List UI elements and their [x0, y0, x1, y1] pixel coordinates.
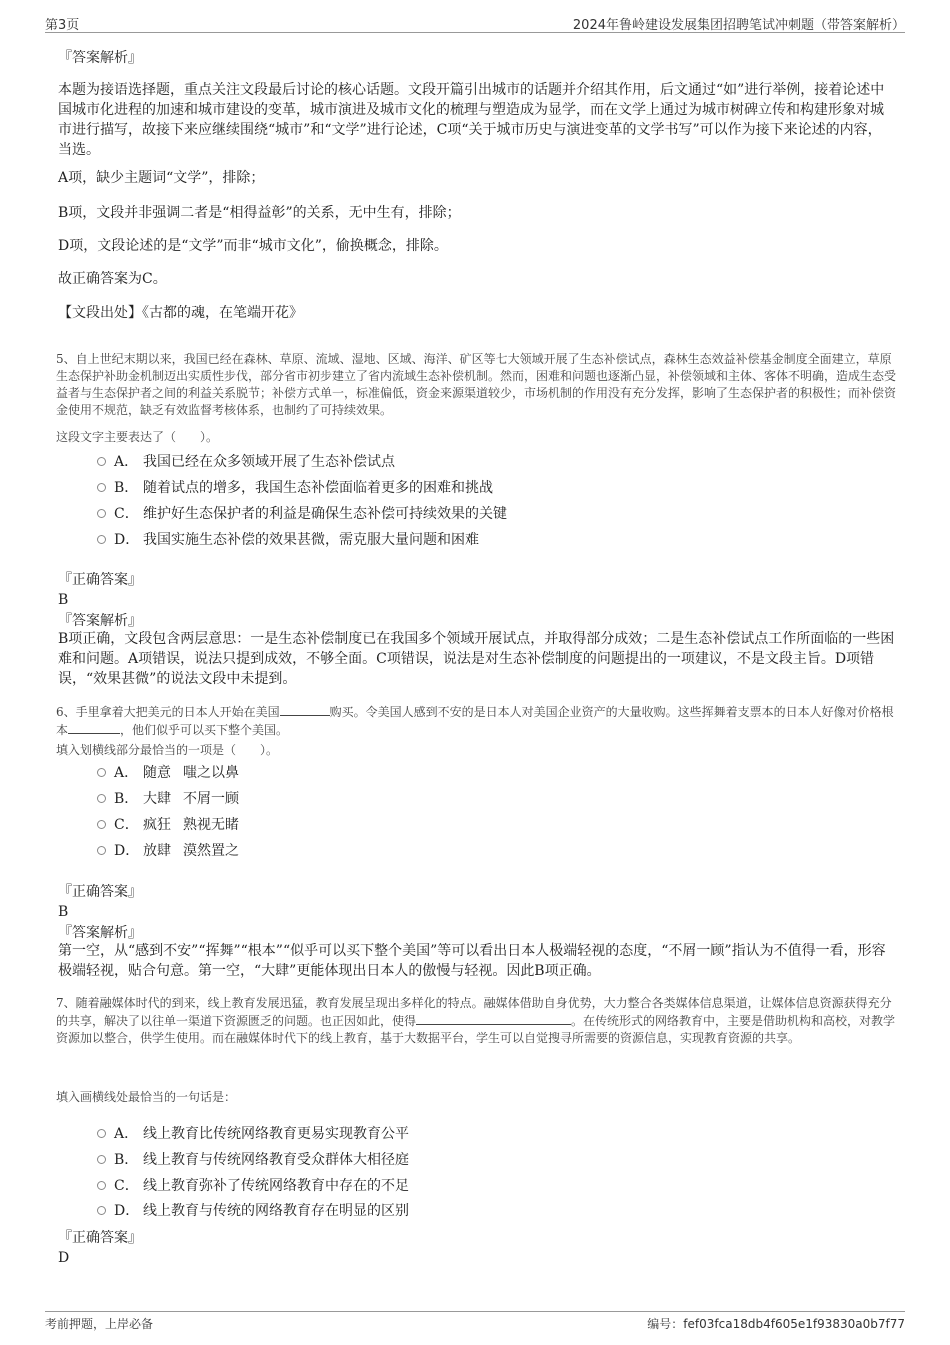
- radio-icon[interactable]: [97, 1181, 106, 1190]
- page-header: [45, 12, 905, 33]
- q7-question: 填入画横线处最恰当的一句话是：: [56, 1090, 237, 1104]
- radio-icon[interactable]: [97, 1206, 106, 1215]
- radio-icon[interactable]: [97, 483, 106, 492]
- q6-answer: B: [58, 904, 69, 920]
- q7-option-a[interactable]: A． 线上教育比传统网络教育更易实现教育公平: [97, 1123, 409, 1145]
- q4-analysis-line-b: B项，文段并非强调二者是“相得益彰”的关系，无中生有，排除；: [58, 205, 461, 221]
- q5-option-d[interactable]: D． 我国实施生态补偿的效果甚微，需克服大量问题和困难: [97, 529, 479, 551]
- footer-slogan: 考前押题，上岸必备: [45, 1317, 154, 1331]
- q6-stem: 6、手里拿着大把美元的日本人开始在美国 购买。令美国人感到不安的是日本人对美国企业资产的大量收购。这些挥舞着支票本的日本人好像对价格根本 ，他们似乎可以买下整个美国。: [56, 705, 894, 737]
- q4-conclusion: 故正确答案为C。: [58, 271, 167, 287]
- q6-analysis-label: 『答案解析』: [58, 925, 142, 941]
- q6-answer-label: 『正确答案』: [58, 884, 142, 900]
- q5-stem: 5、自上世纪末期以来，我国已经在森林、草原、流域、湿地、区域、海洋、矿区等七大领域开展了生态补偿试点，森林生态效益补偿基金制度全面建立，草原生态保护补助金机制迈出实质性步伐，部分省市初步建立了省内流域生态补偿机制。然而，困难和问题也逐渐凸显，补偿领域和主体、客体不明确，造成生态受益者与生态保护者之间的利益关系脱节；补偿方式单一，标准偏低，资金来源渠道较少，市场机制的作用没有充分发挥，影响了生态保护者的积极性；而补偿资金使用不规范，缺乏有效监督考核体系，也制约了可持续效果。: [56, 352, 897, 417]
- document-title: 2024年鲁岭建设发展集团招聘笔试冲刺题（带答案解析）: [572, 18, 905, 33]
- q7-option-d[interactable]: D． 线上教育与传统的网络教育存在明显的区别: [97, 1200, 409, 1222]
- q5-option-a[interactable]: A． 我国已经在众多领域开展了生态补偿试点: [97, 451, 395, 473]
- q6-option-a[interactable]: A． 随意 嗤之以鼻: [97, 762, 239, 784]
- q6-analysis: 第一空，从“感到不安”“挥舞”“根本”“似乎可以买下整个美国”等可以看出日本人极端轻视的态度，“不屑一顾”指认为不值得一看，形容极端轻视，贴合句意。第一空，“大肆”更能体现出日本人的傲慢与轻视。因此B项正确。: [58, 943, 886, 979]
- q7-answer: D: [58, 1250, 70, 1266]
- blank-1: [280, 703, 330, 716]
- page-footer: [45, 1311, 905, 1336]
- blank-2: [68, 721, 120, 734]
- q6-option-d[interactable]: D． 放肆 漠然置之: [97, 840, 239, 862]
- q5-option-b[interactable]: B． 随着试点的增多，我国生态补偿面临着更多的困难和挑战: [97, 477, 493, 499]
- q4-analysis-line-d: D项，文段论述的是“文学”而非“城市文化”，偷换概念，排除。: [58, 238, 448, 254]
- radio-icon[interactable]: [97, 509, 106, 518]
- q6-option-c[interactable]: C． 疯狂 熟视无睹: [97, 814, 239, 836]
- q7-option-b[interactable]: B． 线上教育与传统网络教育受众群体大相径庭: [97, 1149, 409, 1171]
- q5-option-c[interactable]: C． 维护好生态保护者的利益是确保生态补偿可持续效果的关键: [97, 503, 507, 525]
- q5-answer: B: [58, 592, 69, 608]
- radio-icon[interactable]: [97, 820, 106, 829]
- q4-source: 【文段出处】《古都的魂，在笔端开花》: [58, 305, 303, 321]
- radio-icon[interactable]: [97, 1155, 106, 1164]
- q5-answer-label: 『正确答案』: [58, 572, 142, 588]
- q6-option-b[interactable]: B． 大肆 不屑一顾: [97, 788, 239, 810]
- radio-icon[interactable]: [97, 768, 106, 777]
- radio-icon[interactable]: [97, 1129, 106, 1138]
- blank-1: [416, 1012, 571, 1025]
- q6-question: 填入划横线部分最恰当的一项是（ ）。: [56, 743, 279, 757]
- q7-stem: 7、随着融媒体时代的到来，线上教育发展迅猛，教育发展呈现出多样化的特点。融媒体借助自身优势，大力整合各类媒体信息渠道，让媒体信息资源获得充分的共享，解决了以往单一渠道下资源匮乏的问题。也正因如此，使得 。在传统形式的网络教育中，主要是借助机构和高校，对教学资源加以整合，供学生使用。而在融媒体时代下的线上教育，基于大数据平台，学生可以自觉搜寻所需要的资源信息，实现教育资源的共享。: [56, 996, 896, 1045]
- radio-icon[interactable]: [97, 794, 106, 803]
- radio-icon[interactable]: [97, 457, 106, 466]
- page-number: 第3页: [45, 18, 80, 33]
- q7-option-c[interactable]: C． 线上教育弥补了传统网络教育中存在的不足: [97, 1175, 409, 1197]
- q5-analysis: B项正确，文段包含两层意思：一是生态补偿制度已在我国多个领域开展试点，并取得部分成效；二是生态补偿试点工作所面临的一些困难和问题。A项错误，说法只提到成效，不够全面。C项错误，说法是对生态补偿制度的问题提出的一项建议，不是文段主旨。D项错误，“效果甚微”的说法文段中未提到。: [58, 631, 895, 687]
- q5-analysis-label: 『答案解析』: [58, 613, 142, 629]
- radio-icon[interactable]: [97, 846, 106, 855]
- q5-question: 这段文字主要表达了（ ）。: [56, 430, 219, 444]
- q4-analysis-line-a: A项，缺少主题词“文学”，排除；: [58, 170, 265, 186]
- radio-icon[interactable]: [97, 535, 106, 544]
- q4-analysis-paragraph: 本题为接语选择题，重点关注文段最后讨论的核心话题。文段开篇引出城市的话题并介绍其作用，后文通过“如”进行举例，接着论述中国城市化进程的加速和城市建设的变革，城市演进及城市文化的梳理与塑造成为显学，而在文学上通过为城市树碑立传和构建形象对城市进行描写，故接下来应继续围绕“城市”和“文学”进行论述，C项“关于城市历史与演进变革的文学书写”可以作为接下来论述的内容，当选。: [58, 82, 885, 158]
- document-id: 编号：fef03fca18db4f605e1f93830a0b7f77: [647, 1317, 905, 1331]
- q7-answer-label: 『正确答案』: [58, 1230, 142, 1246]
- q4-analysis-label: 『答案解析』: [58, 50, 142, 66]
